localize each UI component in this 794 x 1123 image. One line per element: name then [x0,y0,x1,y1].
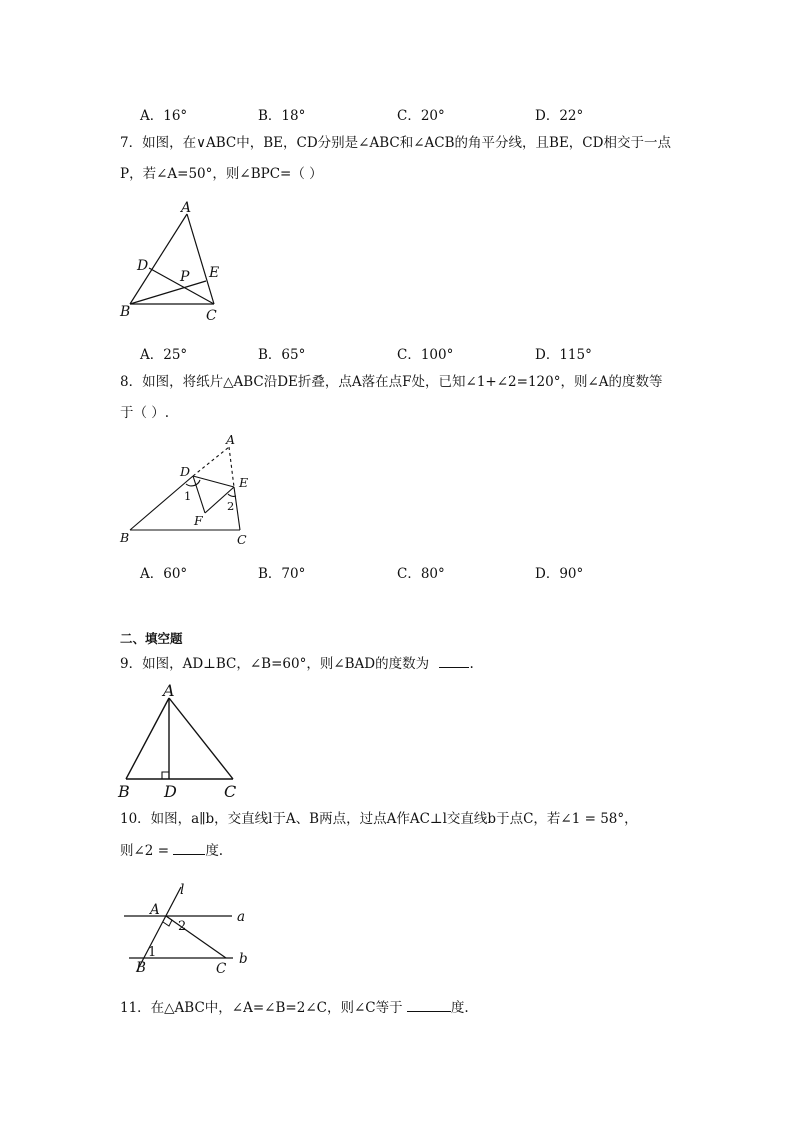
q8-label-e: E [239,475,249,490]
section-fill-in-title: 二、填空题 [120,631,183,646]
q8-label-d: D [180,464,191,479]
q10-label-a-point: A [150,902,160,918]
q7-label-e: E [209,265,220,281]
q10-label-b-point: B [136,960,146,976]
q8-option-a: A．60° [140,566,188,582]
q10-label-b-line: b [239,951,248,967]
q6-option-d: D．22° [535,108,584,124]
q9-label-c: C [224,782,237,801]
q11-stem [120,997,469,1018]
q11-stem-text: 11．在△ABC中，∠A=∠B=2∠C，则∠C等于 [120,1000,403,1016]
q9-label-b: B [118,782,130,801]
q7-label-p: P [180,269,190,285]
q9-label-d: D [164,782,177,801]
q7-stem-line2: P，若∠A=50°，则∠BPC=（ ） [120,166,323,182]
q7-label-b: B [120,304,131,320]
q7-label-c: C [206,308,217,324]
q10-stem-line1: 10．如图，a∥b，交直线l于A、B两点，过点A作AC⊥l交直线b于点C，若∠1 = 58°， [120,811,638,827]
q6-option-a: A．16° [140,108,188,124]
q7-option-a: A．25° [140,347,188,363]
q7-stem-line1: 7．如图，在∨ABC中，BE，CD分别是∠ABC和∠ACB的角平分线，且BE，CD相交于一点 [120,135,671,151]
q6-option-b: B．18° [258,108,306,124]
q10-stem-end: 度. [205,843,224,859]
q10-label-2: 2 [178,919,187,934]
q11-stem-end: 度. [450,1000,469,1016]
q9-label-a: A [163,681,175,700]
q8-label-c: C [237,532,247,547]
q10-label-l: l [180,882,185,898]
q9-stem-end: . [469,656,474,672]
q10-label-1: 1 [148,945,157,960]
q8-label-f: F [194,513,203,528]
q7-option-d: D．115° [535,347,592,363]
q11-answer-blank[interactable] [407,997,451,1012]
q7-label-d: D [137,258,149,274]
q7-option-c: C．100° [397,347,454,363]
q6-option-c: C．20° [397,108,445,124]
q10-label-a-line: a [237,909,246,925]
q8-stem-line2: 于（ ）. [120,405,170,421]
q9-stem-text: 9．如图，AD⊥BC，∠B=60°，则∠BAD的度数为 [120,656,430,672]
q8-option-b: B．70° [258,566,306,582]
q8-label-1: 1 [184,489,192,503]
q8-label-b: B [120,530,130,545]
q10-label-c: C [216,961,227,977]
q8-stem-line1: 8．如图，将纸片△ABC沿DE折叠，点A落在点F处，已知∠1+∠2=120°，则∠A的度数等 [120,374,663,390]
q7-label-a: A [181,200,192,216]
q8-label-a: A [226,432,236,447]
q8-label-2: 2 [227,499,235,513]
q10-stem-text: 则∠2 = [120,843,170,859]
q7-option-b: B．65° [258,347,306,363]
q8-option-d: D．90° [535,566,584,582]
q8-option-c: C．80° [397,566,445,582]
